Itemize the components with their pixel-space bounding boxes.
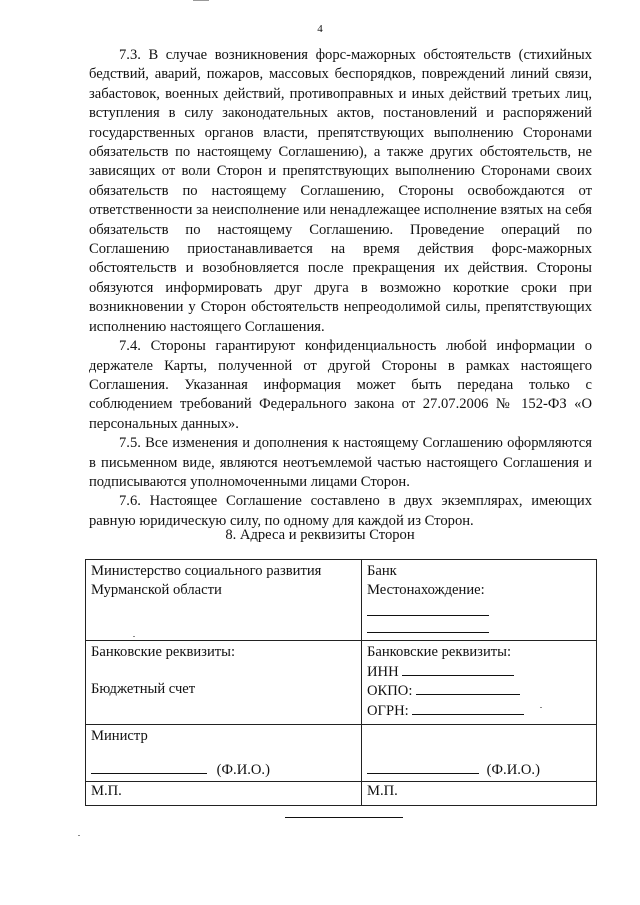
scan-speck (78, 835, 80, 836)
scan-mark (193, 0, 209, 1)
budget-account-label: Бюджетный счет (91, 680, 196, 697)
ogrn-label: ОГРН: (367, 702, 409, 719)
scan-speck (540, 707, 542, 708)
bank-stamp-label: М.П. (362, 781, 596, 801)
ministry-stamp-label: М.П. (86, 781, 361, 801)
page-number: 4 (317, 23, 323, 35)
clause-7-3: 7.3. В случае возникновения форс-мажорных обстоятельств (стихийных бедствий, аварий, пожаров, массовых беспорядков, повреждений линий связи, забастовок, военных действий, противоправных и иных действий третьих лиц, вступления в силу законодательных актов, постановлений и распоряжений государственных органов власти, препятствующих выполнению Сторонами обязательств по настоящему Соглашению), а также других обстоятельств, не зависящих от воли Сторон и препятствующих выполнению Сторонами своих обязательств по настоящему Соглашению, Стороны освобождаются от ответственности за неисполнение или ненадлежащее исполнение взятых на себя обязательств по настоящему Соглашению. Проведение операций по Соглашению приостанавливается на время действия форс-мажорных обстоятельств и возобновляется после прекращения их действия. Стороны обязуются информировать друг друга в возможно короткие сроки при возникновении у Сторон обстоятельств непреодолимой силы, препятствующих исполнению настоящего Соглашения. (89, 47, 592, 335)
ministry-name-line2: Мурманской области (91, 581, 222, 598)
bank-label: Банк (367, 563, 397, 579)
ministry-bank-details-cell (86, 641, 362, 725)
ministry-fio-label: (Ф.И.О.) (216, 761, 270, 778)
table-row (86, 560, 597, 641)
location-blank-line-1 (367, 601, 489, 616)
closing-rule (285, 817, 403, 818)
agreement-body (89, 46, 592, 531)
bank-signature-row (367, 760, 591, 780)
table-row (86, 641, 597, 725)
signer-title: Министр (91, 728, 148, 744)
clause-7-6: 7.6. Настоящее Соглашение составлено в двух экземплярах, имеющих равную юридическую силу, по одному для каждой из Сторон. (89, 493, 592, 529)
table-row (86, 725, 597, 806)
bank-signature-cell (362, 725, 597, 806)
bank-fio-label: (Ф.И.О.) (486, 761, 540, 778)
ministry-signature-row (91, 760, 356, 780)
requisites-table (85, 559, 597, 806)
ministry-signature-cell (86, 725, 362, 806)
bank-signature-line (367, 760, 479, 774)
bank-details-label: Банковские реквизиты: (367, 644, 511, 660)
okpo-blank-line (416, 681, 520, 695)
inn-blank-line (402, 662, 514, 676)
ministry-signature-line (91, 760, 207, 774)
ogrn-blank-line (412, 701, 524, 715)
location-label: Местонахождение: (367, 581, 485, 598)
clause-7-4: 7.4. Стороны гарантируют конфиденциальность любой информации о держателе Карты, полученной от другой Стороны в рамках настоящего Соглашения. Указанная информация может быть передана только с соблюдением требований Федерального закона от 27.07.2006 № 152-ФЗ «О персональных данных». (89, 338, 592, 432)
ogrn-row (367, 701, 591, 721)
bank-name-cell (362, 560, 597, 641)
clause-7-5: 7.5. Все изменения и дополнения к настоящему Соглашению оформляются в письменном виде, являются неотъемлемой частью настоящего Соглашения и подписываются уполномоченными лицами Сторон. (89, 435, 592, 490)
inn-row (367, 662, 591, 682)
bank-signature-spacer (367, 727, 591, 746)
okpo-label: ОКПО: (367, 683, 413, 699)
ministry-bank-details-label: Банковские реквизиты: (91, 644, 235, 660)
scan-speck (133, 636, 135, 637)
okpo-row (367, 681, 591, 701)
ministry-name-cell (86, 560, 362, 641)
inn-label: ИНН (367, 663, 399, 680)
section-title: 8. Адреса и реквизиты Сторон (225, 527, 415, 543)
bank-details-cell (362, 641, 597, 725)
location-blank-line-2 (367, 618, 489, 633)
ministry-name-line1: Министерство социального развития (91, 563, 322, 579)
